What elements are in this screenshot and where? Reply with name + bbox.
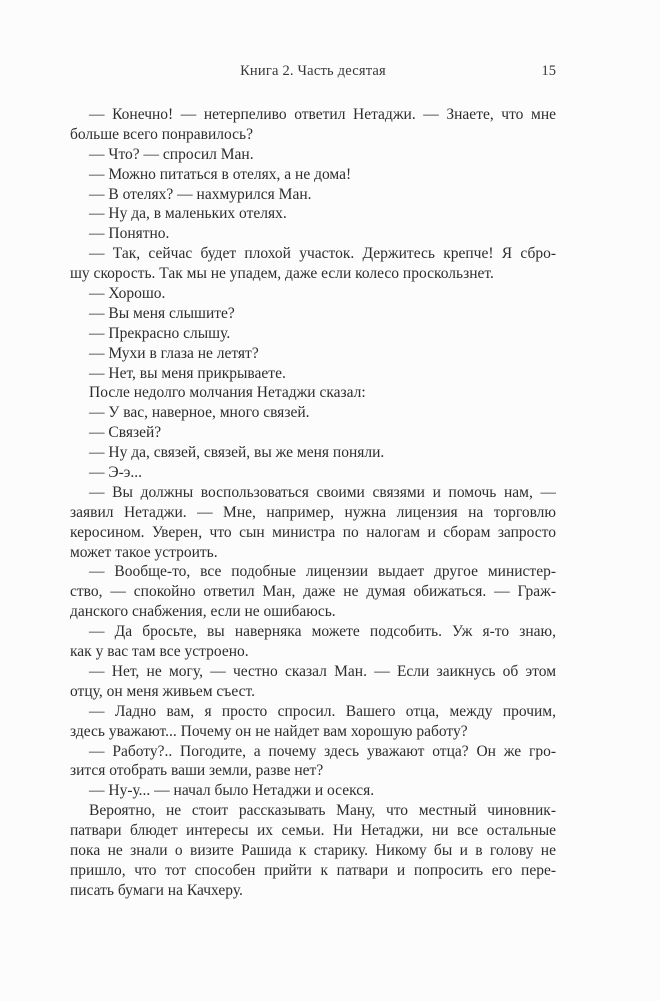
text-line: заявил Нетаджи. — Мне, например, нужна лицензия на торговлю <box>70 503 556 521</box>
text-line: — В отелях? — нахмурился Ман. <box>89 185 312 203</box>
text-line: — Да бросьте, вы наверняка можете подсобить. Уж я-то знаю, <box>89 623 556 641</box>
paragraph <box>70 562 556 622</box>
paragraph <box>70 204 556 224</box>
text-line: — Вы должны воспользоваться своими связями и помочь нам, — <box>89 483 556 501</box>
text-line: зится отобрать ваши земли, разве нет? <box>70 762 324 780</box>
text-line: писать бумаги на Качхеру. <box>70 881 243 899</box>
text-line: — Работу?.. Погодите, а почему здесь уважают отца? Он же гро- <box>89 742 556 760</box>
page-number: 15 <box>541 63 556 79</box>
text-line: — Э-э... <box>89 464 143 482</box>
paragraph <box>70 304 556 324</box>
text-line: керосином. Уверен, что сын министра по налогам и сборам запросто <box>70 523 556 541</box>
paragraph <box>70 344 556 364</box>
paragraph <box>70 443 556 463</box>
paragraph <box>70 364 556 384</box>
text-line: — Вы меня слышите? <box>89 304 235 322</box>
text-line: может такое устроить. <box>70 543 218 561</box>
body-text <box>70 105 556 901</box>
paragraph <box>70 145 556 165</box>
text-line: — Связей? <box>89 424 162 442</box>
text-line: пришло, что тот способен прийти к патвари и попросить его пере- <box>70 861 556 879</box>
paragraph <box>70 702 556 742</box>
paragraph <box>70 284 556 304</box>
paragraph <box>70 423 556 443</box>
text-line: пока не знали о визите Рашида к старику. Никому бы и в голову не <box>70 841 556 859</box>
chapter-header: Книга 2. Часть десятая <box>240 63 386 79</box>
paragraph <box>70 383 556 403</box>
running-head <box>70 61 556 81</box>
paragraph <box>70 781 556 801</box>
paragraph <box>70 324 556 344</box>
text-line: — Ну да, связей, связей, вы же меня поняли. <box>89 444 385 462</box>
text-line: — Что? — спросил Ман. <box>89 145 254 163</box>
paragraph <box>70 622 556 662</box>
text-line: здесь уважают... Почему он не найдет вам хорошую работу? <box>70 722 468 740</box>
paragraph <box>70 483 556 563</box>
text-line: — Мухи в глаза не летят? <box>89 344 259 362</box>
text-line: отцу, он меня живьем съест. <box>70 682 255 700</box>
text-line: — Конечно! — нетерпеливо ответил Нетаджи. — Знаете, что мне <box>89 106 556 123</box>
text-line: — Нет, не могу, — честно сказал Ман. — Если заикнусь об этом <box>89 662 556 680</box>
text-line: шу скорость. Так мы не упадем, даже если колесо проскользнет. <box>70 265 494 283</box>
paragraph <box>70 185 556 205</box>
text-line: — Можно питаться в отелях, а не дома! <box>89 165 352 183</box>
paragraph <box>70 165 556 185</box>
text-line: — Нет, вы меня прикрываете. <box>89 364 286 382</box>
paragraph <box>70 403 556 423</box>
paragraph <box>70 244 556 284</box>
text-line: — У вас, наверное, много связей. <box>89 404 310 422</box>
paragraph <box>70 801 556 900</box>
text-line: больше всего понравилось? <box>70 125 253 143</box>
paragraph <box>70 463 556 483</box>
text-line: ство, — спокойно ответил Ман, даже не думая обижаться. — Граж- <box>70 583 556 601</box>
text-line: — Вообще-то, все подобные лицензии выдает другое министер- <box>89 563 556 581</box>
text-line: как у вас там все устроено. <box>70 643 249 661</box>
text-line: данского снабжения, если не ошибаюсь. <box>70 603 336 621</box>
text-line: патвари блюдет интересы их семьи. Ни Нетаджи, ни все остальные <box>70 822 556 840</box>
text-line: После недолго молчания Нетаджи сказал: <box>89 384 366 402</box>
text-line: — Ну-у... — начал было Нетаджи и осекся. <box>89 782 375 800</box>
paragraph <box>70 742 556 782</box>
paragraph <box>70 224 556 244</box>
text-line: Вероятно, не стоит рассказывать Ману, что местный чиновник- <box>89 802 556 820</box>
text-line: — Ну да, в маленьких отелях. <box>89 205 287 223</box>
text-line: — Ладно вам, я просто спросил. Вашего отца, между прочим, <box>89 702 556 720</box>
text-line: — Хорошо. <box>89 285 166 303</box>
text-line: — Так, сейчас будет плохой участок. Держитесь крепче! Я сбро- <box>89 245 556 263</box>
paragraph <box>70 662 556 702</box>
text-line: — Понятно. <box>89 225 170 243</box>
text-line: — Прекрасно слышу. <box>89 324 231 342</box>
paragraph <box>70 105 556 145</box>
